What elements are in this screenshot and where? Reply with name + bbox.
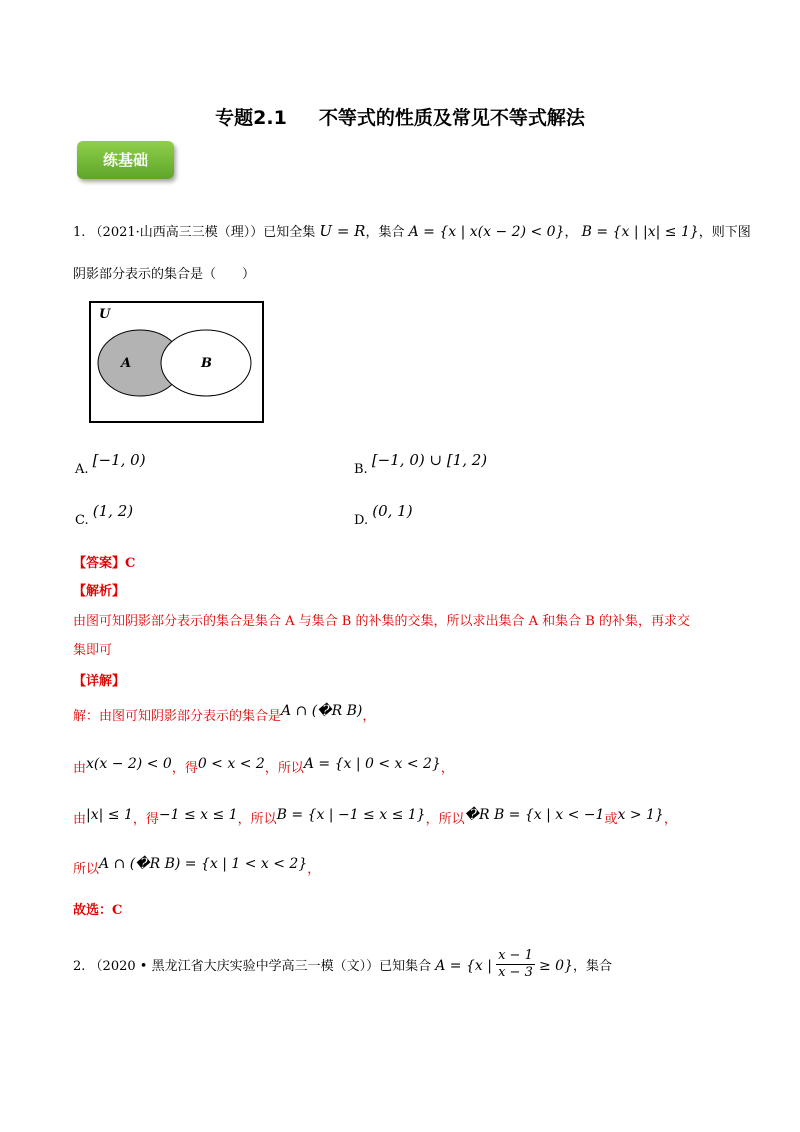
detail2-m1: x(x − 2) < 0 [86,756,172,772]
option-b-value: [−1, 0) ∪ [1, 2) [371,451,488,469]
option-d-label: D. [354,513,369,528]
option-d [354,502,413,528]
option-c-value: (1, 2) [92,502,134,520]
detail3-b: ，得 [132,812,159,827]
option-c-label: C. [75,513,89,528]
detail4-b: ， [307,862,321,877]
q2-number: 2. [73,959,86,974]
analysis-line1: 由图可知阴影部分表示的集合是集合 A 与集合 B 的补集的交集，所以求出集合 A 和集合 B 的补集，再求交 [73,614,690,629]
answer: 【答案】C [73,556,136,571]
detail2-a: 由 [73,761,87,776]
detail1-end: ， [362,709,376,724]
detail1-text: 解：由图可知阴影部分表示的集合是 [73,709,282,724]
q1-set-b: B = {x | |x| ≤ 1} [581,224,699,240]
detail3-d: ，所以 [425,812,465,827]
option-c [75,502,134,528]
venn-label-b: B [201,356,212,371]
final-choice: 故选：C [73,903,123,918]
option-a-label: A. [75,462,89,477]
detail3-m1: |x| ≤ 1 [86,807,133,823]
detail2-m2: 0 < x < 2 [197,756,265,772]
q2-frac-den: x − 3 [498,965,533,980]
option-b-label: B. [354,462,368,477]
q2-line1 [73,950,612,983]
detail3-m5: x > 1} [617,807,664,823]
detail3-a: 由 [73,812,87,827]
analysis-heading: 【解析】 [73,584,126,599]
q2-set-a-left: A = {x | [435,958,492,974]
detail4-math: A ∩ (�R B) = {x | 1 < x < 2} [99,856,308,872]
q2-set-a-right: ≥ 0} [539,958,573,974]
q1-text-a: 已知全集 [263,225,316,240]
detail3-m3: B = {x | −1 ≤ x ≤ 1} [276,807,426,823]
option-a-value: [−1, 0) [92,451,146,469]
detail3-f: ， [663,812,677,827]
detail-line3 [73,808,677,827]
q1-text-b: ，集合 [365,225,405,240]
title-number: 专题2.1 [215,107,287,129]
q1-number: 1. [73,225,86,240]
detail2-c: ，所以 [264,761,304,776]
q1-universal-set: U = R [319,222,366,240]
detail4-a: 所以 [73,862,100,877]
detail2-d: ， [440,761,454,776]
section-badge: 练基础 [77,141,174,179]
page-title [0,103,800,130]
venn-label-u: U [99,307,111,322]
detail-line2 [73,757,454,776]
option-d-value: (0, 1) [372,502,413,520]
q1-sep: ， [564,225,578,240]
option-b [354,451,488,477]
q2-fraction [496,948,535,981]
detail2-m3: A = {x | 0 < x < 2} [303,756,441,772]
title-text: 不等式的性质及常见不等式解法 [318,107,585,129]
detail3-m2: −1 ≤ x ≤ 1 [158,807,238,823]
q1-line2: 阴影部分表示的集合是（ ） [73,267,256,282]
venn-label-a: A [121,356,132,371]
q2-source: （2020 • 黑龙江省大庆实验中学高三一模（文）） [89,959,380,974]
venn-diagram [89,301,264,423]
detail1-math: A ∩ (�R B) [281,703,363,719]
q1-source: （2021·山西高三三模（理）） [89,225,264,240]
detail-heading: 【详解】 [73,674,126,689]
detail2-b: ，得 [171,761,198,776]
q2-frac-num: x − 1 [498,948,533,963]
detail3-c: ，所以 [237,812,277,827]
q2-text-a: 已知集合 [379,959,432,974]
q1-line1 [73,221,751,240]
q1-set-a: A = {x | x(x − 2) < 0} [408,224,565,240]
q2-text-b: ，集合 [573,959,613,974]
detail-line1 [73,705,375,724]
detail-line4 [73,858,320,877]
detail3-m4: �R B = {x | x < −1 [464,807,605,823]
q1-text-c: ，则下图 [698,225,751,240]
analysis-line2: 集即可 [73,643,113,658]
detail3-e: 或 [604,812,618,827]
option-a [75,451,146,477]
